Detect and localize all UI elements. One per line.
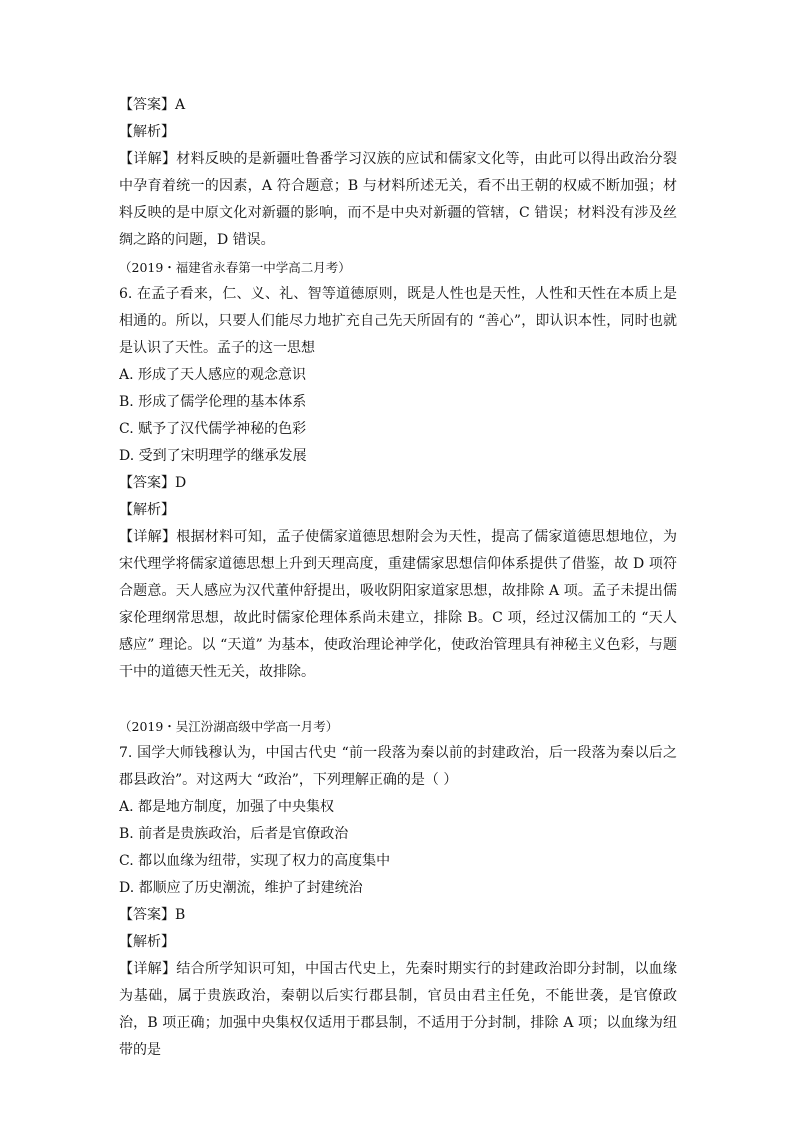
question-source: （2019・福建省永春第一中学高二月考） [119, 260, 351, 275]
answer-label: 【答案】A [119, 97, 186, 113]
question-stem: 6. 在孟子看来，仁、义、礼、智等道德原则，既是人性也是天性，人性和天性在本质上是相通的。所以，只要人们能尽力地扩充自己先天所固有的 “善心”，即认识本性，同时也就是认识了天性。孟子的这一思想 [119, 286, 677, 356]
analysis-label: 【解析】 [119, 124, 175, 140]
question-source: （2019・吴江汾湖高级中学高一月考） [119, 719, 339, 734]
analysis-label: 【解析】 [119, 934, 175, 950]
option-a: A. 都是地方制度，加强了中央集权 [119, 799, 335, 815]
analysis-label: 【解析】 [119, 502, 175, 518]
option-d: D. 受到了宋明理学的继承发展 [119, 448, 307, 464]
option-d: D. 都顺应了历史潮流，维护了封建统治 [119, 880, 363, 896]
question-stem: 7. 国学大师钱穆认为，中国古代史 “前一段落为秦以前的封建政治，后一段落为秦以后之郡县政治”。对这两大 “政治”，下列理解正确的是（ ） [119, 745, 677, 788]
detail-paragraph: 【详解】材料反映的是新疆吐鲁番学习汉族的应试和儒家文化等，由此可以得出政治分裂中孕育着统一的因素，A 符合题意；B 与材料所述无关，看不出王朝的权威不断加强；材料反映的是中原文化对新疆的影响，而不是中央对新疆的管辖，C 错误；材料没有涉及丝绸之路的问题，D 错误。 [119, 151, 677, 248]
option-b: B. 前者是贵族政治，后者是官僚政治 [119, 826, 349, 842]
option-c: C. 赋予了汉代儒学神秘的色彩 [119, 421, 307, 437]
detail-paragraph: 【详解】结合所学知识可知，中国古代史上，先秦时期实行的封建政治即分封制，以血缘为基础，属于贵族政治，秦朝以后实行郡县制，官员由君主任免，不能世袭，是官僚政治，B 项正确；加强中央集权仅适用于郡县制，不适用于分封制，排除 A 项；以血缘为纽带的是 [119, 961, 677, 1058]
option-a: A. 形成了天人感应的观念意识 [119, 367, 307, 383]
answer-label: 【答案】D [119, 475, 187, 491]
detail-paragraph: 【详解】根据材料可知，孟子使儒家道德思想附会为天性，提高了儒家道德思想地位，为宋代理学将儒家道德思想上升到天理高度，重建儒家思想信仰体系提供了借鉴，故 D 项符合题意。天人感应为汉代董仲舒提出，吸收阴阳家道家思想，故排除 A 项。孟子未提出儒家伦理纲常思想，故此时儒家伦理体系尚未建立，排除 B。C 项，经过汉儒加工的 “天人感应” 理论。以 “天道” 为基本，使政治理论神学化，使政治管理具有神秘主义色彩，与题干中的道德天性无关，故排除。 [119, 529, 677, 680]
option-c: C. 都以血缘为纽带，实现了权力的高度集中 [119, 853, 391, 869]
answer-label: 【答案】B [119, 907, 186, 923]
option-b: B. 形成了儒学伦理的基本体系 [119, 394, 307, 410]
document-content [119, 92, 677, 1058]
